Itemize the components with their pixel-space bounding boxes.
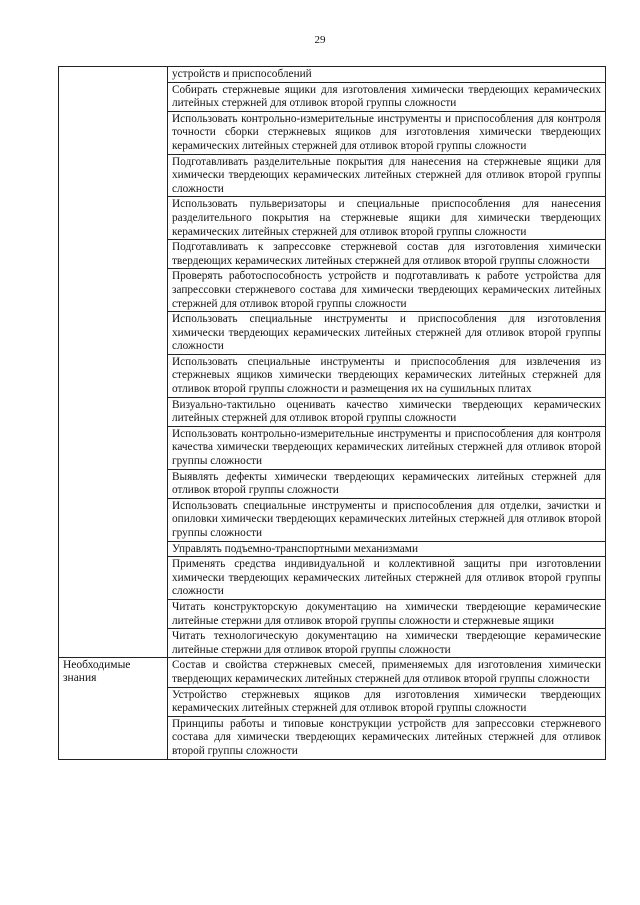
skill-item: Выявлять дефекты химически твердеющих керамических литейных стержней для отливок второй группы сложности: [168, 469, 606, 498]
skill-item: Использовать специальные инструменты и приспособления для изготовления химически твердеющих керамических литейных стержней для отливок второй группы сложности: [168, 312, 606, 355]
skills-label-cell: [59, 67, 168, 658]
table-row: [59, 658, 606, 687]
skill-item: Читать технологическую документацию на химически твердеющие керамические литейные стержни для отливок второй группы сложности: [168, 629, 606, 658]
knowledge-item: Принципы работы и типовые конструкции устройств для запрессовки стержневого состава для химически твердеющих керамических литейных стержней для отливок второй группы сложности: [168, 716, 606, 759]
skill-item: Использовать контрольно-измерительные инструменты и приспособления для контроля качества химически твердеющих керамических литейных стержней для отливок второй группы сложности: [168, 426, 606, 469]
requirements-table: [58, 66, 606, 760]
skill-item: Проверять работоспособность устройств и подготавливать к работе устройства для запрессовки стержневого состава для химически твердеющих керамических литейных стержней для отливок второй группы сложности: [168, 269, 606, 312]
skill-item: Управлять подъемно-транспортными механизмами: [168, 541, 606, 557]
skill-item: Визуально-тактильно оценивать качество химически твердеющих керамических литейных стержней для отливок второй группы сложности: [168, 397, 606, 426]
table-row: [59, 67, 606, 83]
knowledge-item: Устройство стержневых ящиков для изготовления химически твердеющих керамических литейных стержней для отливок второй группы сложности: [168, 687, 606, 716]
skill-item: Подготавливать к запрессовке стержневой состав для изготовления химически твердеющих керамических литейных стержней для отливок второй группы сложности: [168, 240, 606, 269]
knowledge-item: Состав и свойства стержневых смесей, применяемых для изготовления химически твердеющих керамических литейных стержней для отливок второй группы сложности: [168, 658, 606, 687]
skill-item: устройств и приспособлений: [168, 67, 606, 83]
skill-item: Применять средства индивидуальной и коллективной защиты при изготовлении химически твердеющих керамических литейных стержней для отливок второй группы сложности: [168, 557, 606, 600]
skill-item: Использовать специальные инструменты и приспособления для извлечения из стержневых ящиков химически твердеющих керамических литейных стержней для отливок второй группы сложности и размещения их на сушильных плитах: [168, 354, 606, 397]
skill-item: Собирать стержневые ящики для изготовления химически твердеющих керамических литейных стержней для отливок второй группы сложности: [168, 82, 606, 111]
page-number: 29: [314, 34, 326, 46]
skill-item: Подготавливать разделительные покрытия для нанесения на стержневые ящики для химически твердеющих керамических литейных стержней для отливок второй группы сложности: [168, 154, 606, 197]
skill-item: Читать конструкторскую документацию на химически твердеющие керамические литейные стержни для отливок второй группы сложности и стержневые ящики: [168, 599, 606, 628]
knowledge-label-cell: Необходимые знания: [59, 658, 168, 759]
skill-item: Использовать контрольно-измерительные инструменты и приспособления для контроля точности сборки стержневых ящиков для изготовления химически твердеющих керамических литейных стержней для отливок второй группы сложности: [168, 111, 606, 154]
skill-item: Использовать специальные инструменты и приспособления для отделки, зачистки и опиловки химически твердеющих керамических литейных стержней для отливок второй группы сложности: [168, 498, 606, 541]
skill-item: Использовать пульверизаторы и специальные приспособления для нанесения разделительного покрытия на стержневые ящики для химически твердеющих керамических литейных стержней для отливок второй группы сложности: [168, 197, 606, 240]
